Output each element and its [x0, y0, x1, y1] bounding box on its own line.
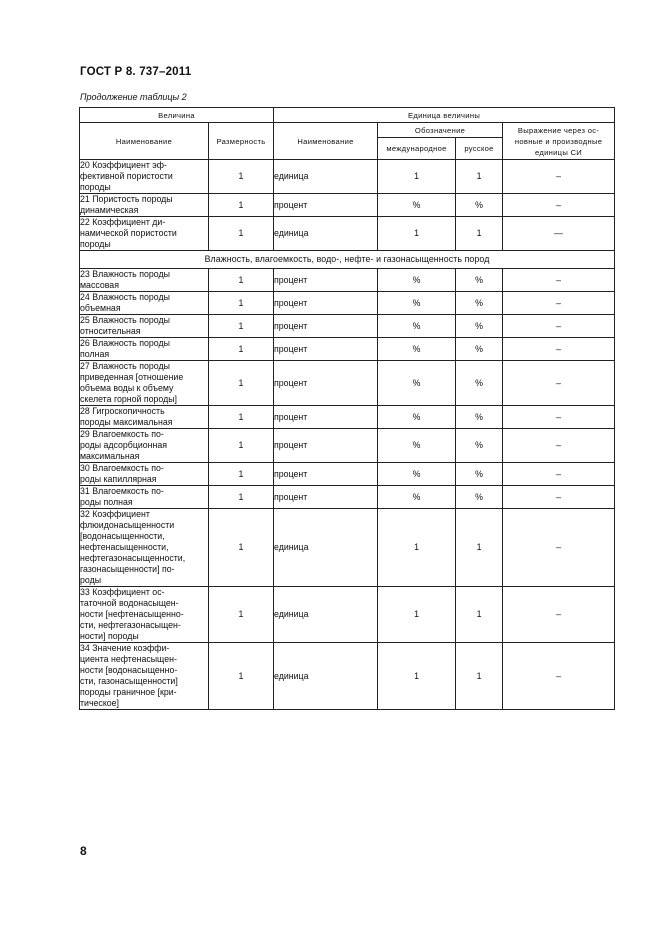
quantity-name-line: газонасыщенности] по- [80, 564, 175, 574]
table-row [80, 315, 615, 338]
quantity-name [80, 269, 209, 292]
international-symbol-cell: % [378, 292, 456, 315]
quantity-name-line: фективной пористости [80, 171, 173, 181]
dimension-cell: 1 [209, 160, 274, 194]
quantity-name-line: породы [80, 239, 111, 249]
international-symbol-cell: % [378, 315, 456, 338]
russian-symbol-cell: 1 [456, 160, 503, 194]
quantity-name-line: 26 Влажность породы [80, 338, 170, 348]
dimension-cell: 1 [209, 292, 274, 315]
quantity-name-line: сти, газонасыщенности] [80, 676, 178, 686]
dimension-cell: 1 [209, 217, 274, 251]
si-expression-cell: – [503, 486, 615, 509]
quantity-name [80, 338, 209, 361]
international-symbol-cell: % [378, 463, 456, 486]
si-expression-cell: – [503, 269, 615, 292]
si-expression-cell: – [503, 463, 615, 486]
table-row [80, 194, 615, 217]
unit-name-cell: процент [274, 338, 378, 361]
si-expression-cell: – [503, 509, 615, 587]
unit-name-cell: единица [274, 160, 378, 194]
unit-name-cell: процент [274, 269, 378, 292]
table-row [80, 486, 615, 509]
page-number: 8 [80, 844, 87, 858]
header-designation: Обозначение [378, 123, 503, 138]
quantity-name-line: роды капиллярная [80, 474, 157, 484]
international-symbol-cell: % [378, 338, 456, 361]
quantity-name [80, 406, 209, 429]
unit-name-cell: процент [274, 361, 378, 406]
international-symbol-cell: 1 [378, 217, 456, 251]
quantity-name-line: полная [80, 349, 110, 359]
header-unit-name: Наименование [274, 123, 378, 160]
unit-name-cell: процент [274, 194, 378, 217]
header-dimension: Размерность [209, 123, 274, 160]
international-symbol-cell: 1 [378, 587, 456, 643]
quantity-name-line: скелета горной породы] [80, 394, 178, 404]
russian-symbol-cell: % [456, 292, 503, 315]
dimension-cell: 1 [209, 269, 274, 292]
quantity-name-line: породы максимальная [80, 417, 173, 427]
russian-symbol-cell: 1 [456, 643, 503, 710]
russian-symbol-cell: % [456, 361, 503, 406]
header-international: международное [378, 138, 456, 160]
quantity-name-line: роды полная [80, 497, 133, 507]
dimension-cell: 1 [209, 361, 274, 406]
header-si-expression [503, 123, 615, 160]
header-si-line: единицы СИ [535, 147, 583, 157]
si-expression-cell: – [503, 406, 615, 429]
quantity-name-line: 29 Влагоемкость по- [80, 429, 164, 439]
table-row [80, 292, 615, 315]
quantity-name-line: 22 Коэффициент ди- [80, 217, 166, 227]
si-expression-cell: – [503, 160, 615, 194]
si-expression-cell: – [503, 429, 615, 463]
quantity-name [80, 463, 209, 486]
quantity-name-line: максимальная [80, 451, 140, 461]
international-symbol-cell: % [378, 194, 456, 217]
international-symbol-cell: 1 [378, 509, 456, 587]
quantity-name-line: 34 Значение коэффи- [80, 643, 170, 653]
table-row [80, 269, 615, 292]
unit-name-cell: единица [274, 587, 378, 643]
international-symbol-cell: % [378, 429, 456, 463]
russian-symbol-cell: % [456, 429, 503, 463]
unit-name-cell: единица [274, 643, 378, 710]
quantity-name-line: ности [водонасыщенно- [80, 665, 178, 675]
table-row [80, 217, 615, 251]
international-symbol-cell: % [378, 486, 456, 509]
quantity-name-line: 31 Влагоемкость по- [80, 486, 164, 496]
international-symbol-cell: % [378, 361, 456, 406]
si-expression-cell: – [503, 338, 615, 361]
russian-symbol-cell: % [456, 194, 503, 217]
table-row [80, 509, 615, 587]
unit-name-cell: процент [274, 292, 378, 315]
dimension-cell: 1 [209, 509, 274, 587]
header-russian: русское [456, 138, 503, 160]
table-row [80, 406, 615, 429]
quantity-name-line: роды адсорбционная [80, 440, 168, 450]
russian-symbol-cell: % [456, 269, 503, 292]
quantity-name [80, 587, 209, 643]
si-expression-cell: – [503, 315, 615, 338]
quantity-name [80, 361, 209, 406]
header-velichina: Величина [80, 108, 274, 123]
quantity-name-line: породы граничное [кри- [80, 687, 177, 697]
unit-name-cell: процент [274, 315, 378, 338]
quantity-name-line: 21 Пористость породы [80, 194, 173, 204]
quantity-name-line: 24 Влажность породы [80, 292, 170, 302]
quantity-name-line: приведенная [отношение [80, 372, 184, 382]
si-expression-cell: – [503, 292, 615, 315]
quantity-name-line: ности] породы [80, 631, 139, 641]
unit-name-cell: процент [274, 463, 378, 486]
quantity-name-line: породы [80, 182, 111, 192]
quantity-name-line: 23 Влажность породы [80, 269, 170, 279]
russian-symbol-cell: % [456, 406, 503, 429]
document-header: ГОСТ Р 8. 737–2011 [80, 66, 192, 78]
unit-name-cell: процент [274, 429, 378, 463]
dimension-cell: 1 [209, 486, 274, 509]
quantity-name-line: циента нефтенасыщен- [80, 654, 177, 664]
quantity-name-line: нефтенасыщенности, [80, 542, 169, 552]
table-row [80, 463, 615, 486]
quantity-name [80, 160, 209, 194]
quantity-name-line: относительная [80, 326, 141, 336]
quantity-name-line: сти, нефтегазонасыщен- [80, 620, 181, 630]
quantity-name-line: объема воды к объему [80, 383, 174, 393]
quantity-name-line: тическое] [80, 698, 119, 708]
international-symbol-cell: % [378, 269, 456, 292]
russian-symbol-cell: 1 [456, 587, 503, 643]
quantity-name-line: 33 Коэффициент ос- [80, 587, 165, 597]
quantity-name [80, 486, 209, 509]
quantity-name [80, 194, 209, 217]
russian-symbol-cell: % [456, 338, 503, 361]
unit-name-cell: единица [274, 509, 378, 587]
si-expression-cell: – [503, 361, 615, 406]
quantity-name-line: таточной водонасыщен- [80, 598, 179, 608]
table-row [80, 429, 615, 463]
dimension-cell: 1 [209, 315, 274, 338]
quantity-name-line: 27 Влажность породы [80, 361, 170, 371]
international-symbol-cell: 1 [378, 160, 456, 194]
si-expression-cell: — [503, 217, 615, 251]
quantity-name-line: намической пористости [80, 228, 177, 238]
header-name: Наименование [80, 123, 209, 160]
quantity-name-line: массовая [80, 280, 119, 290]
dimension-cell: 1 [209, 406, 274, 429]
russian-symbol-cell: 1 [456, 217, 503, 251]
header-si-line: Выражение через ос- [517, 125, 600, 135]
dimension-cell: 1 [209, 338, 274, 361]
quantity-name-line: нефтегазонасыщенности, [80, 553, 186, 563]
quantity-name-line: 30 Влагоемкость по- [80, 463, 164, 473]
quantity-name [80, 217, 209, 251]
dimension-cell: 1 [209, 194, 274, 217]
unit-name-cell: процент [274, 486, 378, 509]
unit-name-cell: единица [274, 217, 378, 251]
table-row [80, 643, 615, 710]
quantities-table [79, 107, 615, 710]
quantity-name-line: роды [80, 575, 102, 585]
dimension-cell: 1 [209, 463, 274, 486]
table-row [80, 160, 615, 194]
quantity-name-line: 32 Коэффициент [80, 509, 150, 519]
quantity-name-line: динамическая [80, 205, 139, 215]
quantity-name-line: 25 Влажность породы [80, 315, 170, 325]
quantity-name-line: [водонасыщенности, [80, 531, 165, 541]
quantity-name-line: 28 Гигроскопичность [80, 406, 165, 416]
dimension-cell: 1 [209, 429, 274, 463]
table-row [80, 361, 615, 406]
russian-symbol-cell: 1 [456, 509, 503, 587]
table-row [80, 587, 615, 643]
section-heading: Влажность, влагоемкость, водо-, нефте- и газонасыщенность пород [80, 251, 615, 269]
si-expression-cell: – [503, 194, 615, 217]
russian-symbol-cell: % [456, 315, 503, 338]
si-expression-cell: – [503, 643, 615, 710]
quantity-name [80, 315, 209, 338]
table-row [80, 338, 615, 361]
dimension-cell: 1 [209, 587, 274, 643]
quantity-name [80, 643, 209, 710]
table-caption: Продолжение таблицы 2 [80, 92, 187, 102]
unit-name-cell: процент [274, 406, 378, 429]
international-symbol-cell: 1 [378, 643, 456, 710]
russian-symbol-cell: % [456, 463, 503, 486]
quantity-name [80, 429, 209, 463]
quantity-name-line: объемная [80, 303, 121, 313]
quantity-name-line: 20 Коэффициент эф- [80, 160, 167, 170]
si-expression-cell: – [503, 587, 615, 643]
header-si-line: новные и производные [514, 136, 603, 146]
header-edinica: Единица величины [274, 108, 615, 123]
quantity-name-line: флюидонасыщенности [80, 520, 175, 530]
dimension-cell: 1 [209, 643, 274, 710]
russian-symbol-cell: % [456, 486, 503, 509]
quantity-name [80, 509, 209, 587]
quantity-name-line: ности [нефтенасыщенно- [80, 609, 184, 619]
quantity-name [80, 292, 209, 315]
international-symbol-cell: % [378, 406, 456, 429]
